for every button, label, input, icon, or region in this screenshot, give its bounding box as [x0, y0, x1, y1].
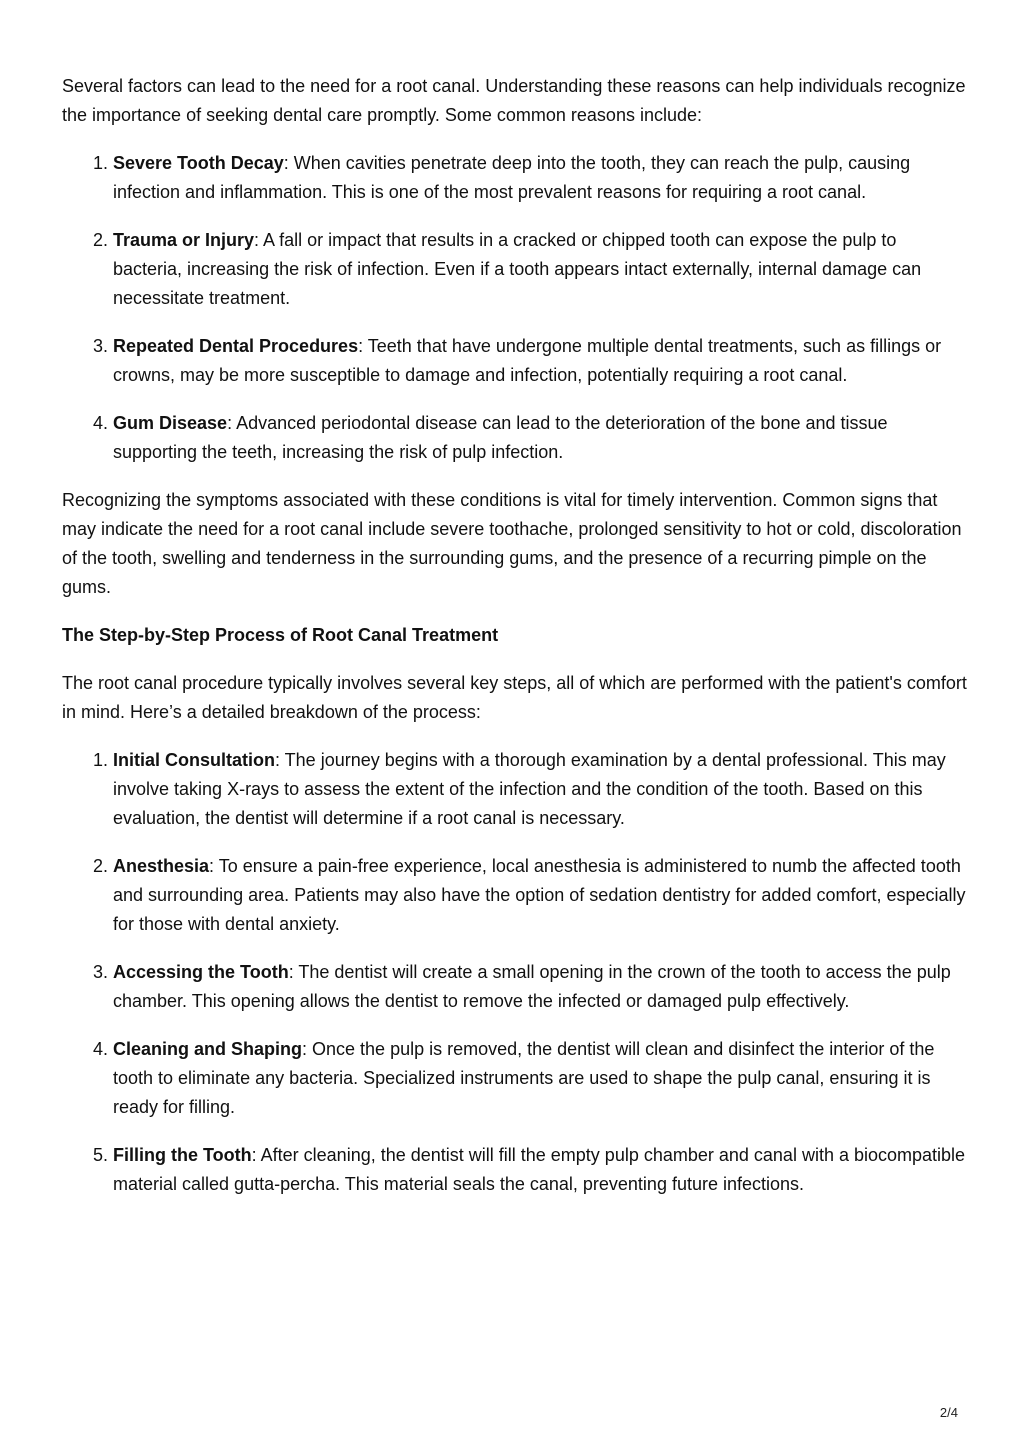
section-heading: The Step-by-Step Process of Root Canal Treatment — [62, 625, 499, 645]
list-item — [113, 852, 967, 939]
process-intro-paragraph: The root canal procedure typically involves several key steps, all of which are performed with the patient's comfort in mind. Here’s a detailed breakdown of the process: — [62, 673, 967, 722]
list-item-text: : The dentist will create a small opening in the crown of the tooth to access the pulp chamber. This opening allows the dentist to remove the infected or damaged pulp effectively. — [113, 962, 951, 1011]
list-item-term: Severe Tooth Decay — [113, 153, 284, 173]
intro-paragraph: Several factors can lead to the need for a root canal. Understanding these reasons can help individuals recognize the importance of seeking dental care promptly. Some common reasons include: — [62, 76, 966, 125]
list-item-term: Accessing the Tooth — [113, 962, 289, 982]
list-item-text: : To ensure a pain-free experience, local anesthesia is administered to numb the affected tooth and surrounding area. Patients may also have the option of sedation dentistry for added comfort, especially for those with dental anxiety. — [113, 856, 966, 934]
list-item-term: Anesthesia — [113, 856, 210, 876]
reasons-list — [62, 149, 967, 467]
list-item-term: Trauma or Injury — [113, 230, 255, 250]
list-item — [113, 332, 967, 390]
list-item-text: : The journey begins with a thorough examination by a dental professional. This may involve taking X-rays to assess the extent of the infection and the condition of the tooth. Based on this evaluation, the dentist will determine if a root canal is necessary. — [113, 750, 946, 828]
document-page — [62, 72, 967, 1218]
list-item-term: Filling the Tooth — [113, 1145, 252, 1165]
list-item — [113, 149, 967, 207]
list-item-text: : A fall or impact that results in a cracked or chipped tooth can expose the pulp to bacteria, increasing the risk of infection. Even if a tooth appears intact externally, internal damage can necessitate treatment. — [113, 230, 922, 308]
list-item-term: Repeated Dental Procedures — [113, 336, 359, 356]
list-item — [113, 958, 967, 1016]
steps-list — [62, 746, 967, 1199]
list-item — [113, 1035, 967, 1122]
list-item-term: Initial Consultation — [113, 750, 275, 770]
page-number: 2/4 — [939, 1405, 958, 1420]
symptoms-paragraph: Recognizing the symptoms associated with these conditions is vital for timely intervention. Common signs that may indicate the need for a root canal include severe toothache, prolonged sensitivity to hot or cold, discoloration of the tooth, swelling and tenderness in the surrounding gums, and the presence of a recurring pimple on the gums. — [62, 490, 962, 597]
list-item — [113, 409, 967, 467]
list-item-text: : Once the pulp is removed, the dentist will clean and disinfect the interior of the tooth to eliminate any bacteria. Specialized instruments are used to shape the pulp canal, ensuring it is ready for filling. — [113, 1039, 935, 1117]
list-item-text: : After cleaning, the dentist will fill the empty pulp chamber and canal with a biocompatible material called gutta-percha. This material seals the canal, preventing future infections. — [113, 1145, 966, 1194]
list-item — [113, 226, 967, 313]
list-item-text: : Teeth that have undergone multiple dental treatments, such as fillings or crowns, may be more susceptible to damage and infection, potentially requiring a root canal. — [113, 336, 942, 385]
list-item — [113, 746, 967, 833]
list-item — [113, 1141, 967, 1199]
list-item-term: Gum Disease — [113, 413, 228, 433]
list-item-text: : Advanced periodontal disease can lead to the deterioration of the bone and tissue supporting the teeth, increasing the risk of pulp infection. — [113, 413, 888, 462]
list-item-term: Cleaning and Shaping — [113, 1039, 303, 1059]
list-item-text: : When cavities penetrate deep into the tooth, they can reach the pulp, causing infection and inflammation. This is one of the most prevalent reasons for requiring a root canal. — [113, 153, 911, 202]
